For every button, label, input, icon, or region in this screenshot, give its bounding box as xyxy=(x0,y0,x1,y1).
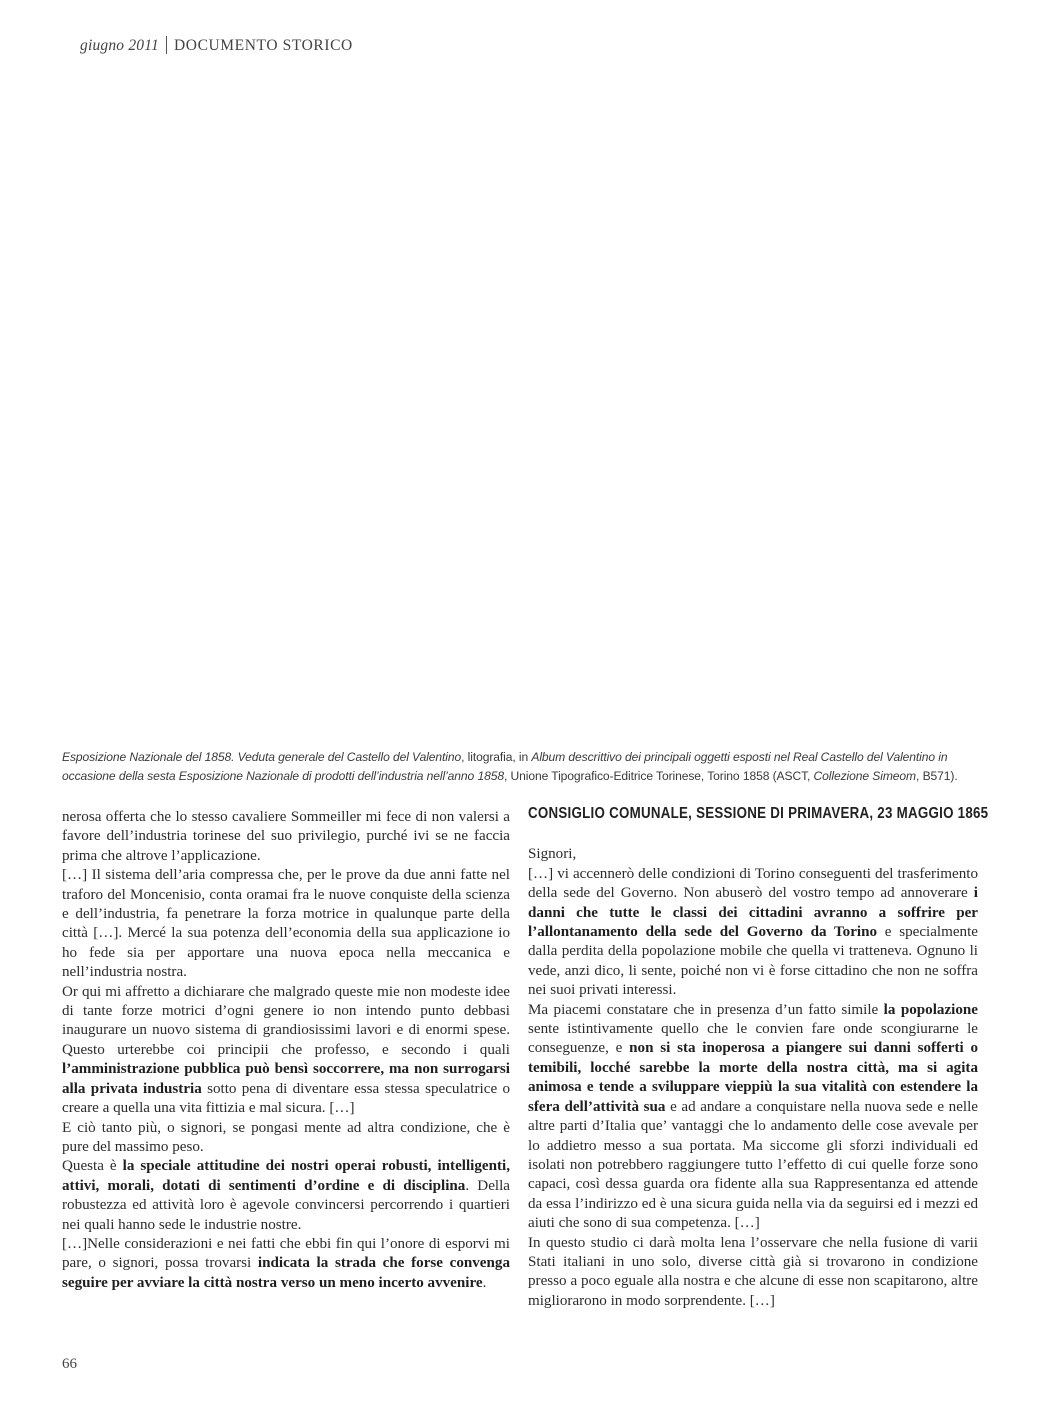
caption-collection: Collezione Simeom xyxy=(813,769,917,783)
left-column xyxy=(62,808,510,1293)
text-run: sotto pena di diventare essa stessa speculatrice o creare a quella una vita fittizia e mal sicura. […] xyxy=(62,1080,510,1117)
emphasis-text: i danni che tutte le classi dei cittadini avranno a soffrire per l’allontanamento della sede del Governo da Torino xyxy=(528,885,978,941)
caption-text: , litografia, in xyxy=(461,750,532,764)
text-run: e specialmente dalla perdita della popolazione mobile che quella vi tratteneva. Ognuno li vede, anzi dico, li sente, poiché non vi è forse cittadino che non ne soffra nei suoi privati interessi. xyxy=(528,924,978,999)
caption-text: , Unione Tipografico-Editrice Torinese, Torino 1858 (ASCT, xyxy=(503,769,814,783)
text-run: . Della robustezza ed attività loro è agevole convincersi percorrendo i quartieri nei quali hanno sede le industrie nostre. xyxy=(62,1177,510,1233)
right-column xyxy=(528,804,989,1311)
caption-album-title: Album descrittivo dei principali oggetti esposti nel Real Castello del Valentino in occasione della sesta Esposizione Nazionale di prodotti dell’industria nell’anno 1858 xyxy=(62,750,948,783)
text-run: Or qui mi affretto a dichiarare che malgrado queste mie non modeste idee di tante forze motrici d’ogni genere io non intendo punto debbasi inaugurare un nuovo sistema di grandiosissimi lavori e di enormi spese. Questo urterebbe coi principii che professo, e secondo i quali xyxy=(62,983,510,1058)
emphasis-text: la speciale attitudine dei nostri operai robusti, intelligenti, attivi, morali, dotati di sentimenti d’ordine e di disciplina xyxy=(62,1158,510,1194)
running-header xyxy=(80,36,353,55)
text-run: e ad andare a conquistare nella nuova sede e nelle altre parti d’Italia que’ vantaggi che lo andamento delle cose avevale per lo addietro messo a sua portata. Ma siccome gli sforzi individuali ed isolati non potrebbero raggiungere tutto l’effetto di cui quelle forze sono capaci, così dessa guarda ora fidente alla sua Rappresentanza ed attende da essa l’indirizzo ed è una sicura guida nella via da seguirsi ed i mezzi ed aiuti che sono di sua competenza. […] xyxy=(528,1098,978,1232)
caption-text: , B571). xyxy=(916,769,958,783)
figure-caption xyxy=(62,748,976,786)
paragraph: E ciò tanto più, o signori, se pongasi mente ad altra condizione, che è pure del massimo peso. xyxy=(62,1119,510,1155)
page-number: 66 xyxy=(62,1356,77,1372)
text-run: sente istintivamente quello che le convien fare onde scongiurarne le conseguenze, e xyxy=(528,1021,978,1057)
paragraph xyxy=(62,1235,510,1293)
emphasis-text: non si sta inoperosa a piangere sui danni sofferti o temibili, locché sarebbe la morte della nostra città, ma si agita animosa e tende a sviluppare vieppiù la sua vitalità con estendere la sfera dell’attività sua xyxy=(528,1040,978,1115)
emphasis-text: l’amministrazione pubblica può bensì soccorrere, ma non surrogarsi alla privata industria xyxy=(62,1061,510,1097)
text-run: Questa è xyxy=(62,1158,123,1175)
salutation: Signori, xyxy=(528,846,577,863)
text-run: […]Nelle considerazioni e nei fatti che ebbi fin qui l’onore di esporvi mi pare, o signori, possa trovarsi xyxy=(62,1235,510,1272)
paragraph xyxy=(62,983,510,1119)
paragraph xyxy=(528,865,978,1001)
paragraph: In questo studio ci darà molta lena l’osservare che nella fusione di varii Stati italiani in uno solo, diverse città già si trovarono in condizione presso a poco eguale alla nostra e che alcune di esse non scapitarono, altre migliorarono in modo sorprendente. […] xyxy=(528,1234,978,1309)
text-run: […] vi accennerò delle condizioni di Torino conseguenti del trasferimento della sede del Governo. Non abuserò del vostro tempo ad annoverare xyxy=(528,865,978,902)
paragraph: nerosa offerta che lo stesso cavaliere Sommeiller mi fece di non valersi a favore dell’industria torinese del suo privilegio, purché ivi se ne faccia prima che altrove l’applicazione. xyxy=(62,809,510,864)
emphasis-text: la popolazione xyxy=(883,1001,979,1018)
illustration-area xyxy=(62,70,976,740)
text-run: . xyxy=(482,1274,487,1291)
paragraph xyxy=(528,1001,978,1234)
section-title: CONSIGLIO COMUNALE, SESSIONE DI PRIMAVERA, 23 MAGGIO 1865 xyxy=(528,805,989,822)
header-date: giugno 2011 xyxy=(80,37,159,54)
caption-artwork-title: Esposizione Nazionale del 1858. Veduta generale del Castello del Valentino xyxy=(62,750,462,764)
paragraph xyxy=(62,1157,510,1235)
paragraph: […] Il sistema dell’aria compressa che, per le prove da due anni fatte nel traforo del Moncenisio, conta oramai fra le nuove conquiste della scienza e dell’industria, fa penetrare la forza motrice in qualunque parte della città […]. Mercé la sua potenza dell’economia della sua applicazione io ho fede sia per apportare una nuova epoca nella meccanica e nell’industria nostra. xyxy=(62,867,510,981)
header-separator xyxy=(166,36,167,54)
header-section: DOCUMENTO STORICO xyxy=(173,37,353,54)
emphasis-text: indicata la strada che forse convenga seguire per avviare la città nostra verso un meno incerto avvenire xyxy=(62,1255,510,1291)
text-run: Ma piacemi constatare che in presenza d’un fatto simile xyxy=(528,1001,884,1018)
